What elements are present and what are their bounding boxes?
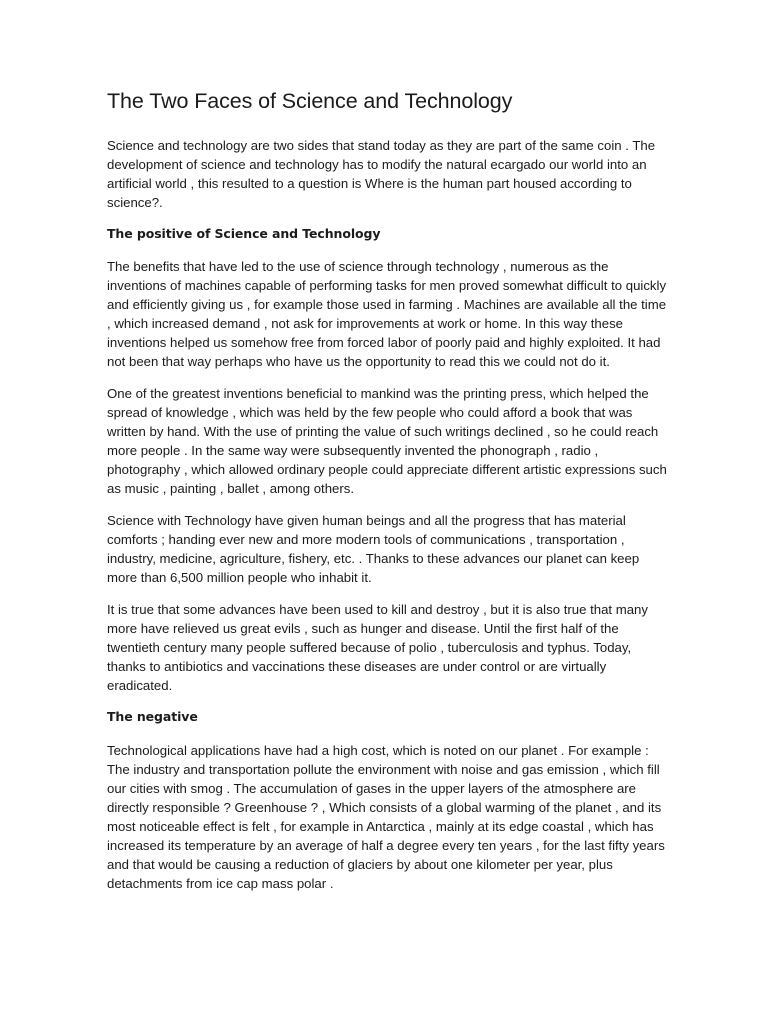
paragraph-diseases: It is true that some advances have been used to kill and destroy , but it is also true that many more have relieved us great evils , such as hunger and disease. Until the first half of the twentieth century many people suffered because of polio , tuberculosis and typhus. Today, thanks to antibiotics and vaccinations these diseases are under control or are virtually eradicated.: [107, 602, 648, 694]
heading-negative: The negative: [107, 709, 198, 725]
intro-paragraph: Science and technology are two sides that stand today as they are part of the same coin . The development of science and technology has to modify the natural ecargado our world into an artificial world , this resulted to a question is Where is the human part housed according to science?.: [107, 137, 656, 210]
paragraph-benefits: The benefits that have led to the use of science through technology , numerous as the inventions of machines capable of performing tasks for men proved somewhat difficult to quickly and efficiently giving us , for example those used in farming . Machines are available all the time , which increased demand , not ask for improvements at work or home. In this way these inventions helped us somehow free from forced labor of poorly paid and highly exploited. It had not been that way perhaps who have us the opportunity to read this we could not do it.: [107, 259, 667, 370]
document-title: The Two Faces of Science and Technology: [107, 89, 513, 113]
heading-positive: The positive of Science and Technology: [107, 225, 381, 241]
paragraph-printing-press: One of the greatest inventions beneficial to mankind was the printing press, which helped the spread of knowledge , which was held by the few people who could afford a book that was written by hand. With the use of printing the value of such writings declined , so he could reach more people . In the same way were subsequently invented the phonograph , radio , photography , which allowed ordinary people could appreciate different artistic expressions such as music , painting , ballet , among others.: [107, 386, 667, 497]
paragraph-pollution: Technological applications have had a high cost, which is noted on our planet . For example : The industry and transportation pollute the environment with noise and gas emission , which fill our cities with smog . The accumulation of gases in the upper layers of the atmosphere are directly responsible ? Greenhouse ? , Which consists of a global warming of the planet , and its most noticeable effect is felt , for example in Antarctica , mainly at its edge coastal , which has increased its temperature by an average of half a degree every ten years , for the last fifty years and that would be causing a reduction of glaciers by about one kilometer per year, plus detachments from ice cap mass polar .: [107, 742, 665, 891]
paragraph-material-comforts: Science with Technology have given human beings and all the progress that has material comforts ; handing ever new and more modern tools of communications , transportation , industry, medicine, agriculture, fishery, etc. . Thanks to these advances our planet can keep more than 6,500 million people who inhabit it.: [107, 513, 640, 586]
